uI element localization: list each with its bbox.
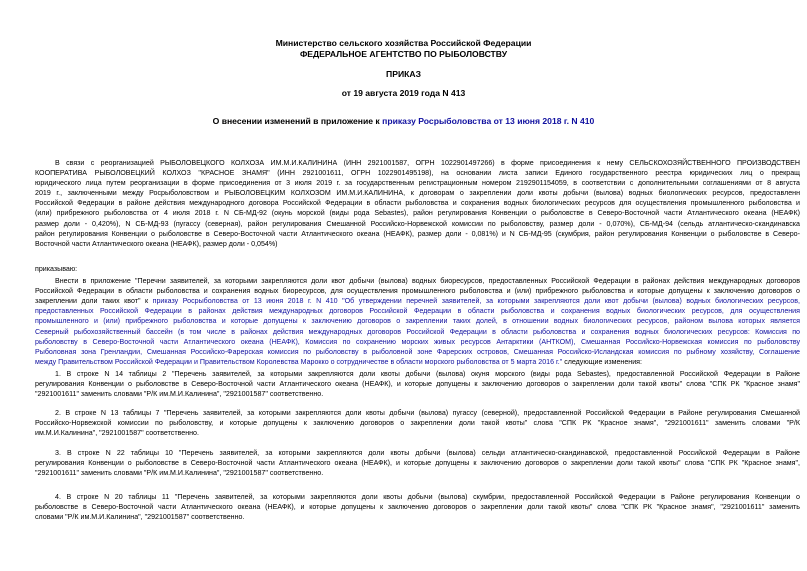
item-line: им.М.И.Калинина", "2921001587" соответственно. bbox=[35, 429, 199, 438]
agreement-link[interactable]: между Правительством Российской Федерации и Правительством Королевства Марокко о сотрудничестве в области морского рыболовства от 5 марта 2016 г." bbox=[35, 357, 563, 366]
item-line: рыболовстве в Северо-Восточной части Атлантического океана (НЕАФК), и которые допущены к заключению договоров о закреплении доли такой квоты" слова "СПК РК "Красное знамя", "2921001611" заменить bbox=[35, 503, 800, 512]
item-line: "2921001611" заменить словами "Р/К им.М.И.Калинина", "2921001587" соответственно. bbox=[35, 390, 324, 399]
preamble-line: юридического лица путем реорганизации в форме присоединения от 3 июля 2019 г. за государственным регистрационным номером 2192901154059, в соответствии с дополнительными соглашениями от 8 августа bbox=[35, 179, 800, 188]
item-line: словами "Р/К им.М.И.Калинина", "2921001587" соответственно. bbox=[35, 513, 245, 522]
main-line-prefix: закреплении доли таких квот" к bbox=[35, 297, 153, 306]
item-3 bbox=[35, 448, 800, 478]
preamble-line: Российской Федерации в районе действия международного договора Российской Федерации в области рыболовства и сохранения водных биологических ресурсов для осуществления промышленного рыболовства и bbox=[35, 199, 800, 208]
order-410-title[interactable]: "Об утверждении перечней заявителей, за которыми закрепляются доли квот добычи (вылова) водных биологических ресурсов, bbox=[337, 297, 800, 306]
order-word: приказываю: bbox=[35, 265, 78, 273]
preamble-line: Восточной части Атлантического океана (НЕАФК), размер доли - 0,054%) bbox=[35, 239, 278, 248]
main-line-end bbox=[35, 357, 800, 367]
main-link-line[interactable]: Северный рыбохозяйственный бассейн (в том числе в районах действия международных договоров Российской Федерации в области рыболовства и сохранения водных биологических ресурсов: Комиссия по bbox=[35, 327, 800, 336]
main-link-line[interactable]: Рыболовная зона Гренландии, Смешанная Российско-Фарерская комиссия по рыболовству в рыболовной зоне Фарерских островов, Смешанная Российско-Исландская комиссия по рыбному хозяйству, Соглашение bbox=[35, 347, 800, 356]
agency-title: ФЕДЕРАЛЬНОЕ АГЕНТСТВО ПО РЫБОЛОВСТВУ bbox=[299, 49, 508, 59]
item-line: 1. В строке N 14 таблицы 2 "Перечень заявителей, за которыми закрепляются доли квоты добычи (вылова) окуня морского (виды рода Sebastes), предоставленной Российской Федерации в Районе bbox=[55, 370, 800, 378]
ministry-title: Министерство сельского хозяйства Российской Федерации bbox=[275, 38, 532, 48]
item-4 bbox=[35, 492, 800, 522]
preamble-paragraph bbox=[35, 158, 800, 249]
item-line: "2921001611" заменить словами "Р/К им.М.И.Калинина", "2921001587" соответственно. bbox=[35, 469, 324, 478]
main-link-line[interactable]: рыболовству в Северо-Восточной части Атлантического океана (НЕАФК), Комиссия по сохранению морских живых ресурсов Антарктики (АНТКОМ), Смешанная Российско-Норвежская комиссия по рыболовству bbox=[35, 337, 800, 346]
preamble-line: район регулирования Конвенции о рыболовстве в Северо-Восточной части Атлантического океана (НЕАФК), размер доли - 0,081%) и N СБ-МД-95 (скумбрия, район регулирования Конвенции о рыболовстве в Северо- bbox=[35, 229, 800, 238]
doc-date-number: от 19 августа 2019 года N 413 bbox=[341, 88, 466, 98]
main-line: Внести в приложение "Перечни заявителей, за которыми закрепляются доли квот добычи (вылова) водных биоресурсов, предоставленных Российской Федерации в районах действия международных договоров bbox=[55, 277, 800, 286]
order-paragraph bbox=[35, 264, 800, 367]
item-line: регулирования Конвенции о рыболовстве в Северо-Восточной части Атлантического океана (НЕАФК), и которые допущены к заключению договоров о закреплении доли такой квоты" слова "СПК РК "Красное знамя", bbox=[35, 459, 800, 468]
main-line-with-link bbox=[35, 296, 800, 306]
main-link-line[interactable]: предоставленных Российской Федерации в районах действия международных договоров Российской Федерации в области рыболовства и сохранения водных биологических ресурсов, для осуществления bbox=[35, 307, 800, 316]
item-line: 3. В строке N 22 таблицы 10 "Перечень заявителей, за которыми закрепляются доли квоты добычи (вылова) сельди атлантическо-скандинавской, предоставленной Российской Федерации в Районе bbox=[55, 449, 800, 457]
item-line: 2. В строке N 13 таблицы 7 "Перечень заявителей, за которыми закрепляются доли квоты добычи (вылова) пугассу (северной), предоставленной Российской Федерации в Районе регулирования Смешанной bbox=[55, 409, 800, 417]
item-1 bbox=[35, 369, 800, 399]
item-line: Российско-Норвежской комиссии по рыболовству, и которые допущены к заключению договоров о закреплении доли такой квоты" слова "СПК РК "Красное знамя", "2921001611" заменить словами "Р/К bbox=[35, 419, 800, 428]
subject-order-link[interactable]: приказу Росрыболовства от 13 июня 2018 г. N 410 bbox=[382, 116, 595, 126]
doc-subject bbox=[0, 116, 807, 126]
item-2 bbox=[35, 408, 800, 438]
order-410-link[interactable]: приказу Росрыболовства от 13 июня 2018 г. N 410 bbox=[152, 297, 338, 306]
item-line: регулирования Конвенции о рыболовстве в Северо-Восточной части Атлантического океана (НЕАФК), и которые допущены к заключению договоров о закреплении доли такой квоты" слова "СПК РК "Красное знамя" bbox=[35, 380, 800, 389]
main-line-suffix: следующие изменения: bbox=[562, 357, 642, 366]
preamble-line: КООПЕРАТИВА РЫБОЛОВЕЦКИЙ КОЛХОЗ "КРАСНОЕ ЗНАМЯ" (ИНН 2921001611, ОГРН 1022901495198), на основании листа записи Единого государственного реестра юридических лиц о прекращ bbox=[35, 169, 800, 178]
preamble-line: 2019 г., заключенными между Росрыболовством и РЫБОЛОВЕЦКИМ КОЛХОЗОМ ИМ.М.И.КАЛИНИНА, к договорам о закреплении доли квоты добычи (вылова) водных биологических ресурсов, предоставленн bbox=[35, 189, 800, 198]
preamble-line: (или) прибрежного рыболовства от 4 июля 2018 г. N СБ-МД-92 (окунь морской (виды рода Sebastes), район регулирования Конвенции о рыболовстве в Северо-Восточной части Атлантического океана (НЕАФК) bbox=[35, 209, 800, 218]
main-link-line[interactable]: промышленного и (или) прибрежного рыболовства и которые допущены к заключению договоров о закреплении таких долей, в отношении водных биологических ресурсов, районом вылова которых является bbox=[35, 317, 800, 326]
main-line: Российской Федерации в области рыболовства и сохранения водных биоресурсов, для осуществления промышленного рыболовства и (или) прибрежного рыболовства и которые допущены к заключению договоров о bbox=[35, 287, 800, 296]
doc-type-title: ПРИКАЗ bbox=[386, 69, 421, 79]
item-line: 4. В строке N 20 таблицы 11 "Перечень заявителей, за которыми закрепляются доли квоты добычи (вылова) скумбрии, предоставленной Российской Федерации в Районе регулирования Конвенции о bbox=[55, 493, 800, 501]
subject-prefix: О внесении изменений в приложение к bbox=[212, 116, 383, 126]
preamble-line: В связи с реорганизацией РЫБОЛОВЕЦКОГО КОЛХОЗА ИМ.М.И.КАЛИНИНА (ИНН 2921001587, ОГРН 1022901497266) в форме присоединения к нему СЕЛЬСКОХОЗЯЙСТВЕННОГО ПРОИЗВОДСТВЕН bbox=[55, 159, 800, 167]
preamble-line: размер доли - 0,420%), N СБ-МД-93 (пугассу (северная), район регулирования Смешанной Российско-Норвежской комиссии по рыболовству, размер доли - 0,070%), СБ-МД-94 (сельдь атлантическо-скандинавска bbox=[35, 219, 800, 228]
